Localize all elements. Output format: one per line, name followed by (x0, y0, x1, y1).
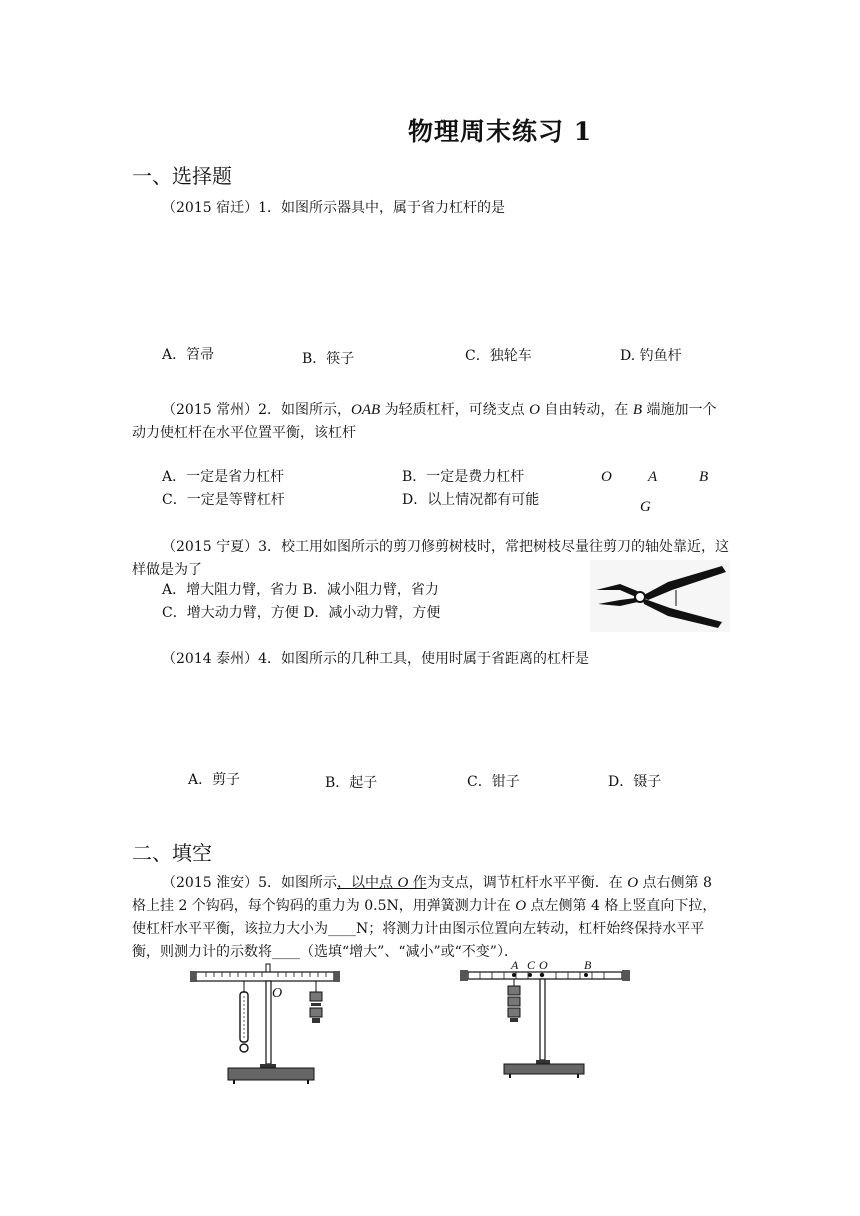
fig1-label-o: O (272, 986, 283, 1001)
q1-option-c: C．独轮车 (465, 348, 532, 364)
q2-label-o: O (601, 469, 612, 485)
q4-option-d: D．镊子 (608, 774, 662, 790)
page-title: 物理周末练习 1 (408, 117, 593, 146)
q3-options-row-2: C．增大动力臂，方便 D．减小动力臂，方便 (162, 605, 441, 621)
q4-option-b: B．起子 (325, 775, 378, 791)
q2-option-a: A．一定是省力杠杆 (162, 469, 285, 485)
question-1-stem: （2015 宿迁）1．如图所示器具中，属于省力杠杆的是 (162, 200, 505, 216)
fig2-label-a: A (511, 958, 519, 972)
q1-option-b: B．筷子 (302, 351, 355, 367)
question-2-stem: （2015 常州）2．如图所示，OAB 为轻质杠杆，可绕支点 O 自由转动，在 B 端施加一个动力使杠杆在水平位置平衡，该杠杆 (132, 402, 717, 441)
q2-label-g: G (640, 499, 651, 515)
q2-label-a: A (648, 469, 658, 485)
q2-option-c: C．一定是等臂杠杆 (162, 492, 285, 508)
q3-options-row-1: A．增大阻力臂，省力 B．减小阻力臂，省力 (162, 582, 439, 598)
q1-option-d: D. 钓鱼杆 (620, 348, 682, 364)
answer-blank-1[interactable]: ____ (328, 921, 356, 937)
fig2-label-b: B (584, 958, 592, 972)
question-4-stem: （2014 泰州）4．如图所示的几种工具，使用时属于省距离的杠杆是 (162, 651, 589, 667)
question-3-stem: （2015 宁夏）3．校工用如图所示的剪刀修剪树枝时，常把树枝尽量往剪刀的轴处靠近，这样做是为了 (132, 539, 729, 578)
fig2-label-c: C (527, 958, 536, 972)
q4-option-c: C．钳子 (467, 774, 520, 790)
q4-option-a: A．剪子 (188, 772, 241, 788)
answer-blank-2[interactable]: ____ (272, 944, 300, 960)
q2-label-b: B (699, 469, 709, 485)
q2-option-b: B．一定是费力杠杆 (402, 469, 525, 485)
lever-figure-2 (460, 962, 630, 1078)
q2-option-d: D．以上情况都有可能 (402, 492, 540, 508)
fig2-label-o: O (539, 958, 548, 972)
question-5-stem: （2015 淮安）5．如图所示，以中点 O 作为支点，调节杠杆水平平衡．在 O 点右侧第 8 格上挂 2 个钩码，每个钩码的重力为 0.5N，用弹簧测力计在 O 点左侧第 4 格上竖直向下拉，使杠杆水平平衡，该拉力大小为____N；将测力计由图示位置向左转动，杠杆始终保持水平平衡，则测力计的示数将____（选填“增大”、“减小”或“不变”）． (132, 875, 717, 960)
q1-option-a: A．笤帚 (162, 347, 215, 363)
section-heading-choice: 一、选择题 (132, 164, 232, 188)
lever-figure-1 (190, 962, 340, 1084)
section-heading-fill: 二、填空 (132, 841, 212, 865)
scissors-figure (590, 560, 730, 632)
